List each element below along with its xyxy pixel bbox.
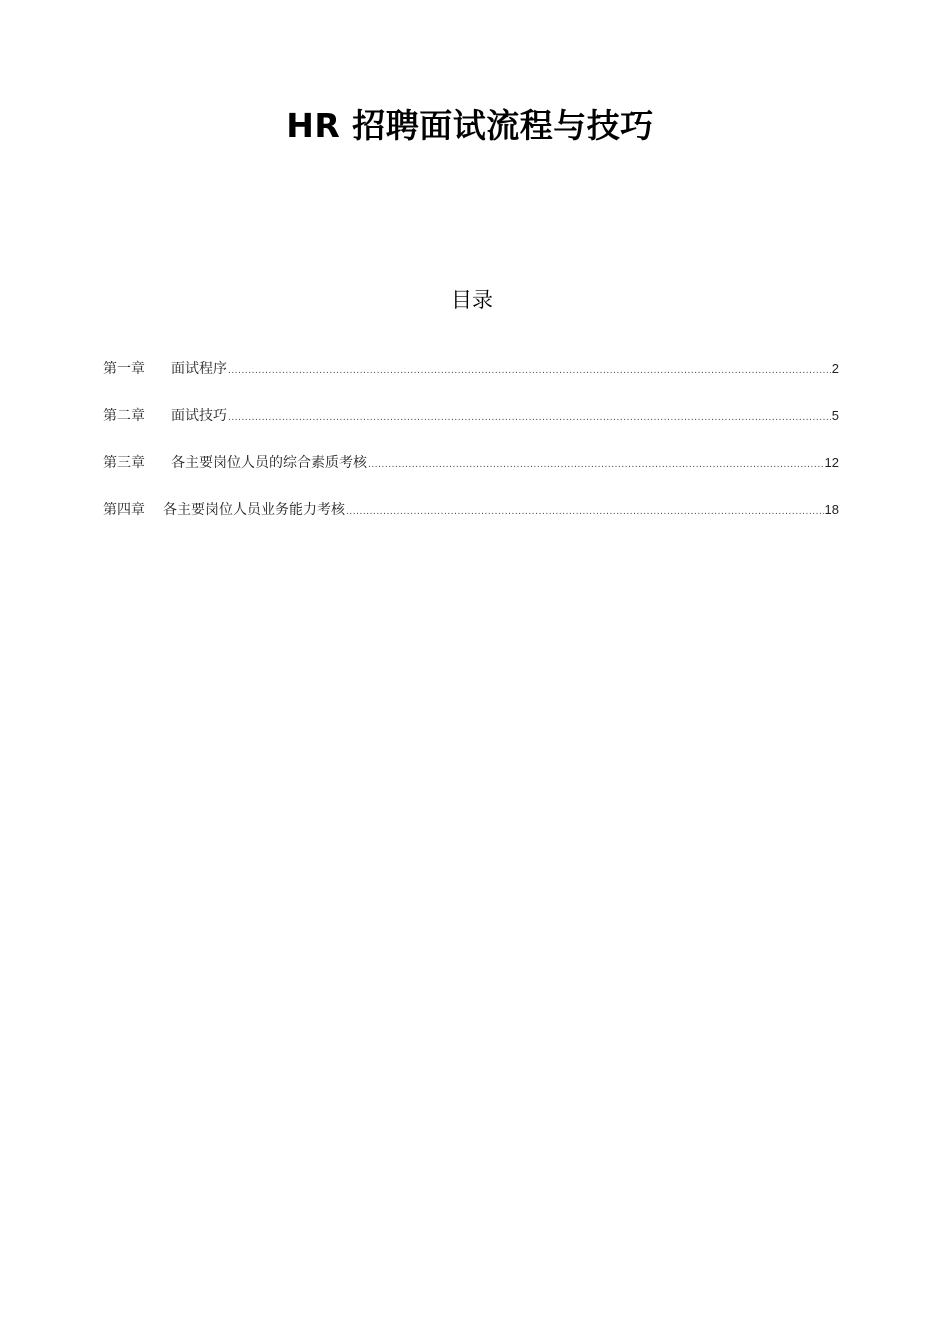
toc-entry-chapter-1[interactable] [103, 358, 839, 405]
toc-entry-title: 面试程序 [171, 361, 227, 377]
toc-page-number: 12 [824, 455, 839, 470]
toc-chapter-label: 第二章 [103, 408, 145, 424]
toc-chapter-label: 第一章 [103, 361, 145, 377]
toc-page-number: 18 [824, 502, 839, 517]
toc-entry-chapter-3[interactable] [103, 452, 839, 499]
toc-dot-leader [228, 412, 831, 423]
toc-page-number: 2 [831, 361, 839, 376]
table-of-contents [103, 358, 839, 546]
toc-dot-leader [368, 459, 824, 470]
toc-entry-chapter-2[interactable] [103, 405, 839, 452]
toc-chapter-label: 第四章 [103, 502, 145, 518]
toc-entry-title: 各主要岗位人员业务能力考核 [163, 502, 345, 518]
toc-entry-title: 面试技巧 [171, 408, 227, 424]
toc-dot-leader [346, 506, 824, 517]
document-title: HR 招聘面试流程与技巧 [286, 106, 654, 145]
toc-entry-title: 各主要岗位人员的综合素质考核 [171, 455, 367, 471]
toc-page-number: 5 [831, 408, 839, 423]
toc-dot-leader [228, 365, 831, 376]
toc-entry-chapter-4[interactable] [103, 499, 839, 546]
toc-heading: 目录 [451, 288, 493, 312]
toc-chapter-label: 第三章 [103, 455, 145, 471]
